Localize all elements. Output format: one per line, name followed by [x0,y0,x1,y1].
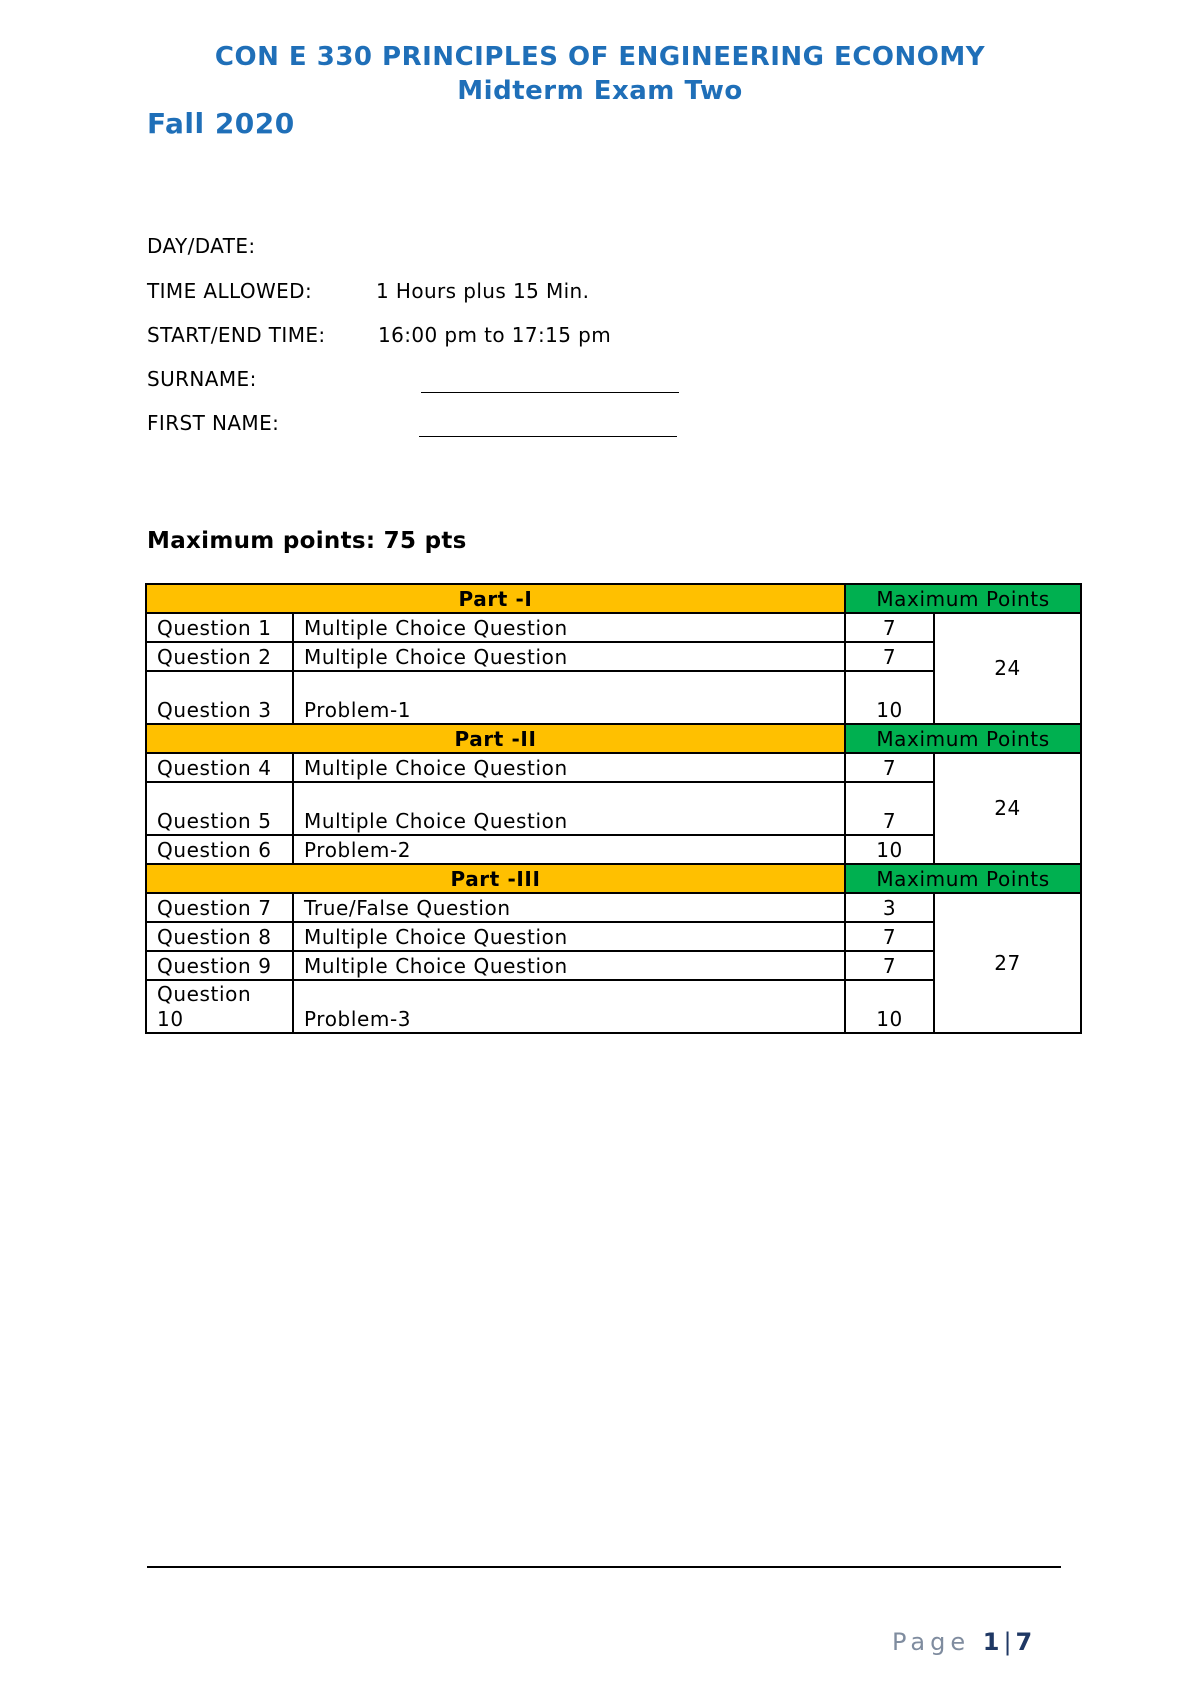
time-allowed-value: 1 Hours plus 15 Min. [376,279,590,303]
exam-title: Midterm Exam Two [457,76,743,106]
question-points: 10 [845,835,934,864]
maximum-points-heading: Maximum points: 75 pts [147,528,467,554]
question-type: Multiple Choice Question [293,951,845,980]
question-type: Problem-1 [293,671,845,724]
question-type: Multiple Choice Question [293,922,845,951]
part-title: Part -III [146,864,845,893]
day-date-label: DAY/DATE: [147,234,256,258]
question-points: 7 [845,613,934,642]
max-points-header: Maximum Points [845,724,1081,753]
question-type: True/False Question [293,893,845,922]
question-points: 7 [845,922,934,951]
page-number [892,1628,1032,1656]
time-allowed-label: TIME ALLOWED: [147,279,313,303]
table-row [146,613,1081,642]
question-type: Problem-3 [293,980,845,1033]
part-subtotal: 27 [934,893,1081,1033]
question-label: Question 1 [146,613,293,642]
start-end-label: START/END TIME: [147,323,326,347]
question-label: Question 5 [146,782,293,835]
part-subtotal: 24 [934,753,1081,864]
question-points: 10 [845,671,934,724]
question-type: Multiple Choice Question [293,642,845,671]
first-name-field [147,411,279,435]
max-points-header: Maximum Points [845,584,1081,613]
page-word: Page [892,1628,971,1656]
question-points: 7 [845,642,934,671]
question-type: Multiple Choice Question [293,613,845,642]
table-row [146,753,1081,782]
question-label: Question 9 [146,951,293,980]
term-title: Fall 2020 [147,107,295,140]
question-points: 3 [845,893,934,922]
part-subtotal: 24 [934,613,1081,724]
max-points-header: Maximum Points [845,864,1081,893]
part-header-row [146,584,1081,613]
question-label: Question 7 [146,893,293,922]
points-table [145,583,1082,1034]
footer-divider [147,1566,1061,1568]
page-separator: | [1003,1628,1012,1656]
surname-blank-line[interactable] [421,392,679,393]
question-points: 7 [845,782,934,835]
question-points: 7 [845,951,934,980]
question-label: Question 6 [146,835,293,864]
question-points: 7 [845,753,934,782]
question-label: Question 8 [146,922,293,951]
question-label: Question 3 [146,671,293,724]
part-header-row [146,864,1081,893]
part-title: Part -I [146,584,845,613]
day-date-field [147,234,256,258]
surname-label: SURNAME: [147,367,257,391]
surname-field [147,367,257,391]
question-label: Question 2 [146,642,293,671]
time-allowed-field [147,279,590,303]
question-label: Question 4 [146,753,293,782]
part-title: Part -II [146,724,845,753]
page-total: 7 [1015,1628,1033,1656]
question-type: Multiple Choice Question [293,753,845,782]
part-header-row [146,724,1081,753]
course-title: CON E 330 PRINCIPLES OF ENGINEERING ECONOMY [214,42,986,72]
question-points: 10 [845,980,934,1033]
question-label: Question 10 [146,980,293,1033]
start-end-value: 16:00 pm to 17:15 pm [378,323,612,347]
question-type: Problem-2 [293,835,845,864]
table-row [146,893,1081,922]
first-name-blank-line[interactable] [419,436,677,437]
first-name-label: FIRST NAME: [147,411,280,435]
start-end-field [147,323,612,347]
page-current: 1 [982,1628,1000,1656]
question-type: Multiple Choice Question [293,782,845,835]
